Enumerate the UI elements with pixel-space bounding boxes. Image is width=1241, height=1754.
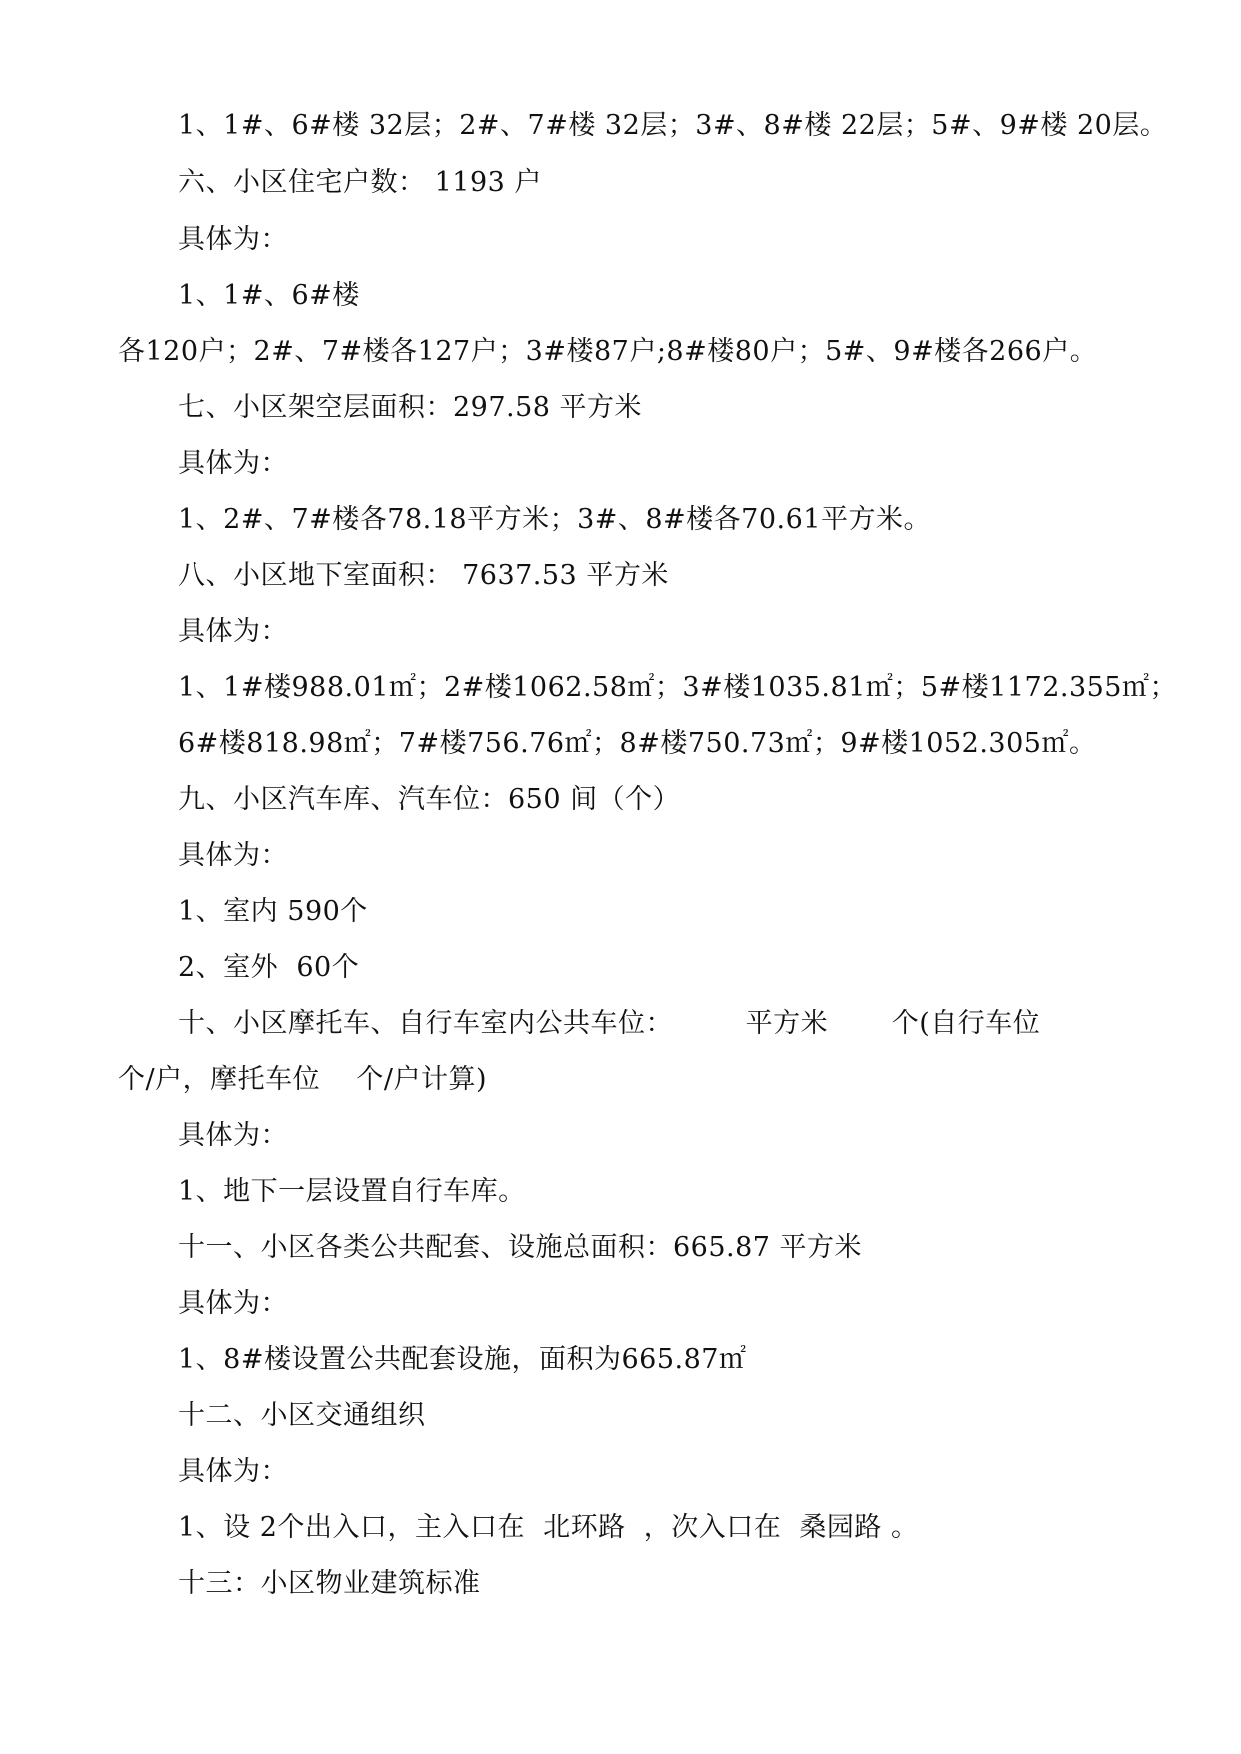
heading-building-standard: 十三：小区物业建筑标准 <box>178 1568 481 1599</box>
paragraph-parking-indoor: 1、室内 590个 <box>178 896 368 927</box>
heading-stilt-floor-area: 七、小区架空层面积：297.58 平方米 <box>178 392 643 423</box>
paragraph-public-facilities-details: 1、8#楼设置公共配套设施，面积为665.87㎡ <box>178 1344 747 1375</box>
specifics-label: 具体为： <box>178 448 288 479</box>
heading-traffic: 十二、小区交通组织 <box>178 1400 426 1431</box>
paragraph-stilt-floor-details: 1、2#、7#楼各78.18平方米；3#、8#楼各70.61平方米。 <box>178 504 931 535</box>
paragraph-households-2: 各120户；2#、7#楼各127户；3#楼87户;8#楼80户；5#、9#楼各266户。 <box>118 336 1098 367</box>
paragraph-basement-details-2: 6#楼818.98㎡；7#楼756.76㎡；8#楼750.73㎡；9#楼1052.305㎡。 <box>178 728 1097 759</box>
heading-public-facilities: 十一、小区各类公共配套、设施总面积：665.87 平方米 <box>178 1232 863 1263</box>
paragraph-entrances: 1、设 2个出入口，主入口在 北环路 ，次入口在 桑园路 。 <box>178 1512 919 1543</box>
specifics-label: 具体为： <box>178 1120 288 1151</box>
specifics-label: 具体为： <box>178 1288 288 1319</box>
paragraph-parking-outdoor: 2、室外 60个 <box>178 952 360 983</box>
specifics-label: 具体为： <box>178 616 288 647</box>
specifics-label: 具体为： <box>178 224 288 255</box>
heading-household-count: 六、小区住宅户数： 1193 户 <box>178 167 542 198</box>
heading-parking: 九、小区汽车库、汽车位：650 间（个） <box>178 784 681 815</box>
paragraph-bike-parking-continued: 个/户，摩托车位 个/户计算) <box>118 1064 488 1095</box>
paragraph-basement-details-1: 1、1#楼988.01㎡；2#楼1062.58㎡；3#楼1035.81㎡；5#楼1172.355㎡； <box>178 672 1177 703</box>
paragraph-households-1: 1、1#、6#楼 <box>178 280 360 311</box>
paragraph-floor-details: 1、1#、6#楼 32层；2#、7#楼 32层；3#、8#楼 22层；5#、9#楼 20层。 <box>178 110 1168 141</box>
heading-basement-area: 八、小区地下室面积： 7637.53 平方米 <box>178 560 669 591</box>
heading-bike-parking: 十、小区摩托车、自行车室内公共车位： 平方米 个(自行车位 <box>178 1008 1041 1039</box>
specifics-label: 具体为： <box>178 840 288 871</box>
paragraph-bike-garage: 1、地下一层设置自行车库。 <box>178 1176 526 1207</box>
specifics-label: 具体为： <box>178 1456 288 1487</box>
